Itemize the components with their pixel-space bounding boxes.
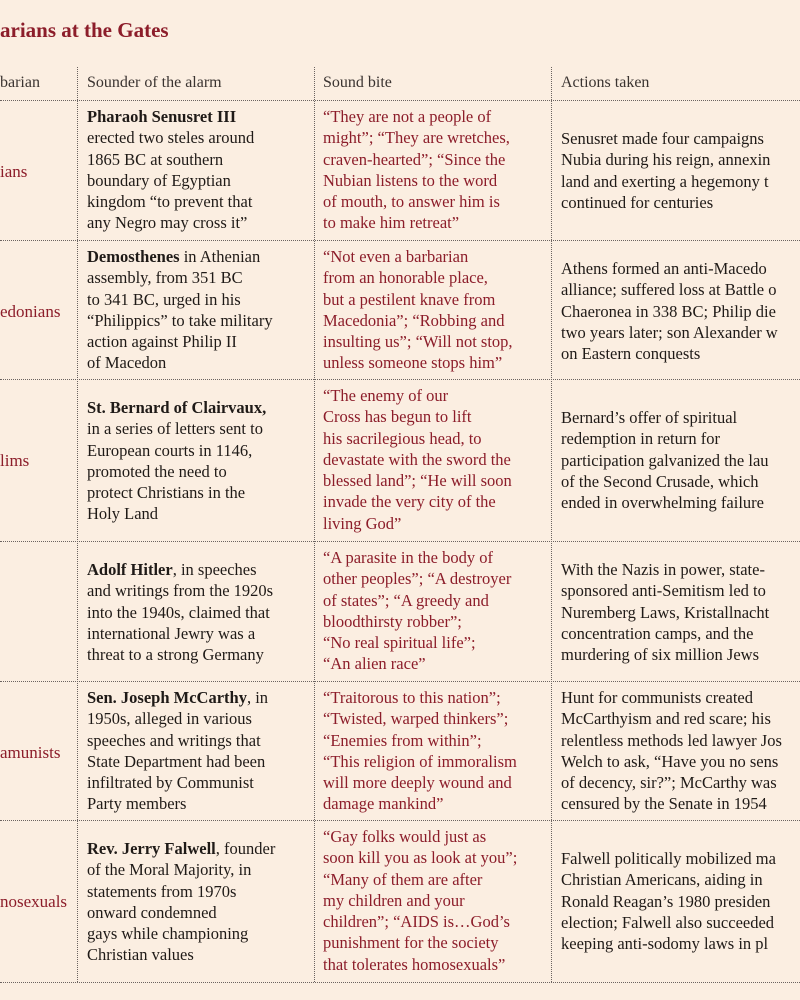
sounder-cell bbox=[87, 559, 312, 665]
actions-line: ended in overwhelming failure bbox=[561, 493, 764, 513]
bite-line: “Not even a barbarian bbox=[323, 247, 469, 266]
sounder-cell bbox=[87, 687, 312, 815]
sounder-line: “Philippics” to take military bbox=[87, 310, 273, 330]
actions-line: of decency, sir?”; McCarthy was bbox=[561, 773, 777, 793]
sounder-cell bbox=[87, 106, 312, 234]
actions-line: Christian Americans, aiding in bbox=[561, 870, 763, 890]
bite-line: invade the very city of the bbox=[323, 492, 496, 512]
sounder-line: assembly, from 351 BC bbox=[87, 268, 243, 288]
sounder-line: to 341 BC, urged in his bbox=[87, 289, 241, 309]
bite-line: “An alien race” bbox=[323, 654, 426, 674]
barbarian-label: lims bbox=[0, 451, 30, 470]
sound-bite-cell bbox=[323, 687, 550, 815]
actions-line: participation galvanized the lau bbox=[561, 450, 769, 470]
bite-line: unless someone stops him” bbox=[323, 353, 503, 373]
sounder-line: into the 1940s, claimed that bbox=[87, 602, 270, 622]
actions-line: of the Second Crusade, which bbox=[561, 471, 759, 491]
sounder-name: Adolf Hitler bbox=[87, 560, 173, 579]
actions-line: McCarthyism and red scare; his bbox=[561, 709, 771, 729]
actions-line: keeping anti-sodomy laws in pl bbox=[561, 934, 769, 954]
bite-line: insulting us”; “Will not stop, bbox=[323, 332, 513, 352]
sounder-name: St. Bernard of Clairvaux, bbox=[87, 398, 267, 417]
sounder-cell bbox=[87, 397, 312, 525]
actions-line: Welch to ask, “Have you no sens bbox=[561, 751, 779, 771]
bite-line: but a pestilent knave from bbox=[323, 289, 496, 309]
sounder-line: , founder bbox=[215, 839, 276, 858]
row-separator bbox=[0, 820, 800, 821]
bite-line: other peoples”; “A destroyer bbox=[323, 569, 512, 589]
sounder-line: speeches and writings that bbox=[87, 730, 261, 750]
actions-line: relentless methods led lawyer Jos bbox=[561, 730, 782, 750]
row-separator bbox=[0, 681, 800, 682]
sounder-line: boundary of Egyptian bbox=[87, 170, 231, 190]
sound-bite-cell bbox=[323, 106, 550, 234]
bite-line: “The enemy of our bbox=[323, 386, 449, 405]
sounder-line: in Athenian bbox=[183, 247, 261, 266]
bite-line: bloodthirsty robber”; bbox=[323, 611, 462, 631]
bite-line: “A parasite in the body of bbox=[323, 548, 493, 567]
actions-line: concentration camps, and the bbox=[561, 623, 754, 643]
actions-line: election; Falwell also succeeded bbox=[561, 912, 775, 932]
bite-line: that tolerates homosexuals” bbox=[323, 954, 506, 974]
actions-cell bbox=[561, 559, 800, 665]
table-row bbox=[0, 246, 800, 379]
row-separator bbox=[0, 379, 800, 380]
sound-bite-cell bbox=[323, 385, 550, 534]
sounder-line: threat to a strong Germany bbox=[87, 645, 264, 665]
bite-line: my children and your bbox=[323, 890, 465, 910]
sound-bite-cell bbox=[323, 826, 550, 975]
barbarian-label: edonians bbox=[0, 302, 61, 321]
actions-line: censured by the Senate in 1954 bbox=[561, 794, 767, 814]
barbarian-label: ians bbox=[0, 162, 28, 181]
bite-line: of states”; “A greedy and bbox=[323, 590, 489, 610]
bite-line: living God” bbox=[323, 513, 402, 533]
sounder-line: promoted the need to bbox=[87, 461, 227, 481]
actions-cell bbox=[561, 407, 800, 513]
actions-line: Nubia during his reign, annexin bbox=[561, 150, 771, 170]
row-separator bbox=[0, 100, 800, 101]
sounder-name: Rev. Jerry Falwell bbox=[87, 839, 216, 858]
bite-line: “They are not a people of bbox=[323, 107, 492, 126]
sounder-line: any Negro may cross it” bbox=[87, 213, 248, 233]
bite-line: to make him retreat” bbox=[323, 213, 460, 233]
bite-line: “Twisted, warped thinkers”; bbox=[323, 709, 509, 729]
sounder-line: Holy Land bbox=[87, 504, 159, 524]
bite-line: Macedonia”; “Robbing and bbox=[323, 310, 505, 330]
actions-line: Senusret made four campaigns bbox=[561, 129, 764, 148]
sounder-line: action against Philip II bbox=[87, 332, 237, 352]
actions-line: With the Nazis in power, state- bbox=[561, 560, 765, 579]
bite-line: of mouth, to answer him is bbox=[323, 192, 500, 212]
sounder-line: European courts in 1146, bbox=[87, 440, 253, 460]
sounder-line: 1865 BC at southern bbox=[87, 149, 224, 169]
sounder-line: of the Moral Majority, in bbox=[87, 860, 252, 880]
actions-cell bbox=[561, 848, 800, 954]
sound-bite-cell bbox=[323, 547, 550, 675]
sounder-cell bbox=[87, 838, 312, 966]
bite-line: craven-hearted”; “Since the bbox=[323, 149, 506, 169]
actions-line: on Eastern conquests bbox=[561, 344, 701, 364]
actions-line: Chaeronea in 338 BC; Philip die bbox=[561, 301, 776, 321]
bite-line: “No real spiritual life”; bbox=[323, 633, 476, 653]
actions-line: two years later; son Alexander w bbox=[561, 322, 778, 342]
bite-line: “Many of them are after bbox=[323, 869, 483, 889]
sounder-line: protect Christians in the bbox=[87, 483, 246, 503]
bite-line: might”; “They are wretches, bbox=[323, 128, 510, 148]
bite-line: children”; “AIDS is…God’s bbox=[323, 912, 510, 932]
table-row bbox=[0, 106, 800, 240]
table-row bbox=[0, 687, 800, 820]
sounder-line: kingdom “to prevent that bbox=[87, 192, 253, 212]
actions-cell bbox=[561, 128, 800, 213]
bite-line: Cross has begun to lift bbox=[323, 407, 472, 427]
actions-line: continued for centuries bbox=[561, 192, 714, 212]
sounder-line: of Macedon bbox=[87, 353, 167, 373]
sounder-line: onward condemned bbox=[87, 902, 217, 922]
sounder-line: , in speeches bbox=[172, 560, 257, 579]
sounder-name: Sen. Joseph McCarthy bbox=[87, 688, 247, 707]
bite-line: “This religion of immoralism bbox=[323, 751, 517, 771]
actions-line: Nuremberg Laws, Kristallnacht bbox=[561, 602, 770, 622]
sounder-name: Pharaoh Senusret III bbox=[87, 107, 237, 126]
actions-line: alliance; suffered loss at Battle o bbox=[561, 280, 777, 300]
bite-line: his sacrilegious head, to bbox=[323, 428, 482, 448]
actions-line: Falwell politically mobilized ma bbox=[561, 849, 776, 868]
sounder-line: international Jewry was a bbox=[87, 623, 256, 643]
sounder-line: , in bbox=[246, 688, 269, 707]
header-sounder: Sounder of the alarm bbox=[87, 74, 222, 91]
barbarian-label: amunists bbox=[0, 743, 61, 762]
bite-line: damage mankind” bbox=[323, 794, 444, 814]
bite-line: punishment for the society bbox=[323, 933, 499, 953]
bite-line: devastate with the sword the bbox=[323, 449, 511, 469]
sounder-line: Christian values bbox=[87, 945, 194, 965]
table-row bbox=[0, 547, 800, 681]
actions-line: Athens formed an anti-Macedo bbox=[561, 259, 767, 278]
table-row bbox=[0, 385, 800, 541]
sounder-line: statements from 1970s bbox=[87, 881, 237, 901]
actions-cell bbox=[561, 687, 800, 815]
bite-line: “Enemies from within”; bbox=[323, 730, 482, 750]
sounder-line: Party members bbox=[87, 794, 187, 814]
table-header bbox=[0, 74, 800, 100]
sounder-line: State Department had been bbox=[87, 751, 266, 771]
row-separator bbox=[0, 240, 800, 241]
sounder-line: in a series of letters sent to bbox=[87, 419, 263, 439]
row-separator bbox=[0, 982, 800, 983]
table-row bbox=[0, 826, 800, 982]
actions-line: sponsored anti-Semitism led to bbox=[561, 581, 766, 601]
header-actions: Actions taken bbox=[561, 74, 650, 91]
actions-line: land and exerting a hegemony t bbox=[561, 171, 769, 191]
sounder-cell bbox=[87, 246, 312, 374]
actions-line: Ronald Reagan’s 1980 presiden bbox=[561, 891, 771, 911]
actions-line: Hunt for communists created bbox=[561, 688, 753, 707]
header-barbarian: barian bbox=[0, 74, 40, 91]
bite-line: from an honorable place, bbox=[323, 268, 488, 288]
actions-line: murdering of six million Jews bbox=[561, 645, 759, 665]
header-sound-bite: Sound bite bbox=[323, 74, 392, 91]
bite-line: blessed land”; “He will soon bbox=[323, 471, 512, 491]
row-separator bbox=[0, 541, 800, 542]
bite-line: “Traitorous to this nation”; bbox=[323, 688, 501, 707]
actions-cell bbox=[561, 258, 800, 364]
sound-bite-cell bbox=[323, 246, 550, 374]
sounder-line: infiltrated by Communist bbox=[87, 773, 254, 793]
sounder-line: and writings from the 1920s bbox=[87, 581, 274, 601]
sounder-line: 1950s, alleged in various bbox=[87, 709, 252, 729]
bite-line: Nubian listens to the word bbox=[323, 170, 498, 190]
actions-line: Bernard’s offer of spiritual bbox=[561, 408, 738, 427]
bite-line: will more deeply wound and bbox=[323, 773, 512, 793]
actions-line: redemption in return for bbox=[561, 429, 720, 449]
sounder-line: erected two steles around bbox=[87, 128, 255, 148]
barbarian-label: nosexuals bbox=[0, 892, 68, 911]
page-title: arians at the Gates bbox=[0, 18, 169, 42]
sounder-line: gays while championing bbox=[87, 924, 249, 944]
bite-line: “Gay folks would just as bbox=[323, 827, 487, 846]
bite-line: soon kill you as look at you”; bbox=[323, 848, 518, 868]
sounder-name: Demosthenes bbox=[87, 247, 180, 266]
